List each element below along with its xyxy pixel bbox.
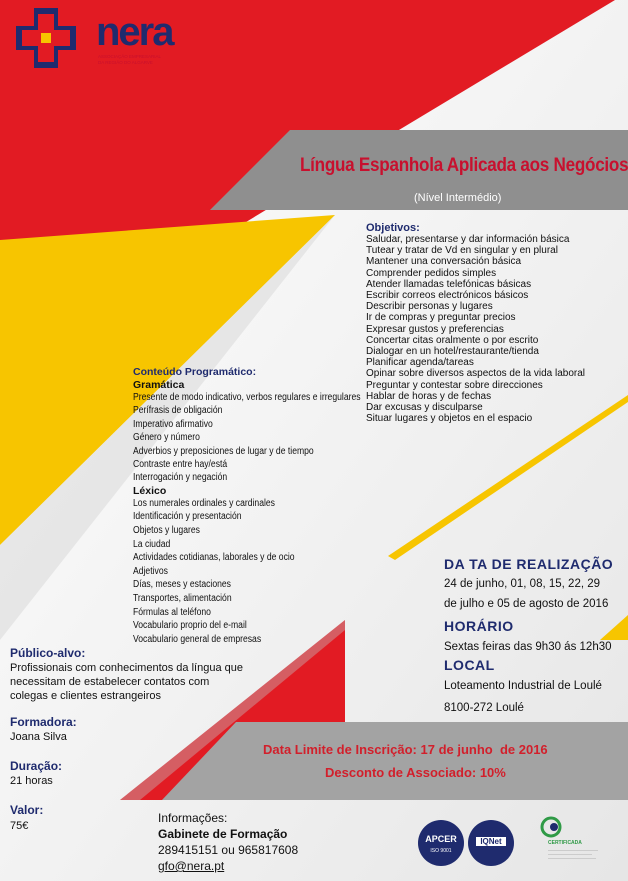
course-title: Língua Espanhola Aplicada aos Negócios <box>300 155 628 176</box>
place-line-1: Loteamento Industrial de Loulé <box>444 680 602 692</box>
objectives-heading: Objetivos: <box>366 222 420 234</box>
objectives-list <box>366 234 628 424</box>
lexicon-item: Los numerales ordinales y cardinales <box>133 497 275 509</box>
program-heading: Conteúdo Programático: <box>133 366 257 378</box>
objective-item: Comprender pedidos simples <box>366 267 497 279</box>
lexicon-item: Vocabulario proprio del e-mail <box>133 620 247 632</box>
grammar-item: Adverbios y preposiciones de lugar y de tiempo <box>133 445 314 457</box>
lexicon-heading: Léxico <box>133 484 167 497</box>
program-section <box>133 366 368 646</box>
lexicon-item: Adjetivos <box>133 565 168 577</box>
deadline-line-2: Desconto de Associado: 10% <box>325 765 506 780</box>
deadline-line-1: Data Limite de Inscrição: 17 de junho de 2016 <box>263 742 548 757</box>
objective-item: Preguntar y contestar sobre direcciones <box>366 379 543 391</box>
grammar-item: Presente de modo indicativo, verbos regulares e irregulares <box>133 392 361 403</box>
lexicon-item: Objetos y lugares <box>133 525 200 537</box>
duration-value: 21 horas <box>10 775 53 787</box>
audience-line-1: Profissionais com conhecimentos da língua que <box>10 662 243 674</box>
lexicon-item: Días, meses y estaciones <box>133 579 231 591</box>
apcer-sub: ISO 9001 <box>430 848 452 854</box>
objective-item: Saludar, presentarse y dar información básica <box>366 234 570 245</box>
objective-item: Ir de compras y preguntar precios <box>366 312 516 324</box>
objective-item: Expresar gustos y preferencias <box>366 323 504 335</box>
audience-heading: Público-alvo: <box>10 646 86 660</box>
iqnet-badge <box>468 820 514 866</box>
lexicon-item: La ciudad <box>133 538 171 550</box>
audience-line-3: colegas e clientes estrangeiros <box>10 690 162 702</box>
grammar-item: Imperativo afirmativo <box>133 418 213 430</box>
objective-item: Describir personas y lugares <box>366 301 493 313</box>
time-text: Sextas feiras das 9h30 ás 12h30 <box>444 641 612 653</box>
lexicon-item: Actividades cotidianas, laborales y de ocio <box>133 552 295 564</box>
duration-heading: Duração: <box>10 759 63 773</box>
logo-tagline-2: DA REGIÃO DO ALGARVE <box>98 60 153 65</box>
apcer-badge <box>418 820 464 866</box>
objective-item: Concertar citas oralmente o por escrito <box>366 334 539 346</box>
nera-cross-icon <box>14 6 78 70</box>
logo-name: nera <box>96 10 173 54</box>
course-level: (Nível Intermédio) <box>414 192 502 204</box>
grey-deadline-band <box>162 722 628 800</box>
contact-office: Gabinete de Formação <box>158 827 288 841</box>
lexicon-item: Fórmulas al teléfono <box>133 606 211 618</box>
grammar-item: Género y número <box>133 432 200 444</box>
contact-phones: 289415151 ou 965817608 <box>158 843 299 857</box>
apcer-label: APCER <box>425 834 457 844</box>
objective-item: Planificar agenda/tareas <box>366 357 474 369</box>
place-heading: LOCAL <box>444 657 495 673</box>
objective-item: Situar lugares y objetos en el espacio <box>366 413 533 425</box>
contact-section <box>158 810 298 874</box>
lexicon-list <box>133 497 374 647</box>
trainer-name: Joana Silva <box>10 731 67 743</box>
dgert-logo <box>538 814 614 874</box>
audience-line-2: necessitam de estabelecer contatos com <box>10 676 210 688</box>
objective-item: Dar excusas y disculparse <box>366 402 483 414</box>
logo-tagline-1: ASSOCIAÇÃO EMPRESARIAL <box>98 54 162 59</box>
trainer-heading: Formadora: <box>10 715 77 729</box>
audience-text <box>10 661 243 703</box>
nera-logo <box>14 6 204 70</box>
objective-item: Escribir correos electrónicos básicos <box>366 290 529 302</box>
lexicon-item: Transportes, alimentación <box>133 593 232 604</box>
objectives-section <box>366 222 628 424</box>
grammar-item: Interrogación y negación <box>133 472 228 484</box>
objective-item: Opinar sobre diversos aspectos de la vida laboral <box>366 368 586 380</box>
grammar-list <box>133 391 374 485</box>
objective-item: Hablar de horas y de fechas <box>366 390 492 402</box>
place-line-2: 8100-272 Loulé <box>444 702 524 714</box>
contact-email[interactable]: gfo@nera.pt <box>158 859 225 873</box>
date-heading: DA TA DE REALIZAÇÃO <box>444 556 614 572</box>
price-value: 75€ <box>10 820 29 832</box>
iqnet-label: IQNet <box>476 837 506 846</box>
objective-item: Atender llamadas telefónicas básicas <box>366 278 532 290</box>
contact-label: Informações: <box>158 811 228 825</box>
grammar-item: Contraste entre hay/está <box>133 459 228 471</box>
objective-item: Tutear y tratar de Vd en singular y en plural <box>366 245 558 257</box>
grammar-item: Perífrasis de obligación <box>133 405 223 417</box>
time-heading: HORÁRIO <box>444 618 514 634</box>
lexicon-item: Identificación y presentación <box>133 511 242 523</box>
objective-item: Mantener una conversación básica <box>366 256 522 268</box>
dgert-label: CERTIFICADA <box>548 840 582 846</box>
grammar-heading: Gramática <box>133 379 185 391</box>
dates-line-2: de julho e 05 de agosto de 2016 <box>444 598 609 610</box>
dgert-leaf-icon <box>540 816 562 838</box>
price-heading: Valor: <box>10 803 44 817</box>
dates-line-1: 24 de junho, 01, 08, 15, 22, 29 <box>444 578 601 590</box>
lexicon-item: Vocabulario general de empresas <box>133 633 262 645</box>
objective-item: Dialogar en un hotel/restaurante/tienda <box>366 346 539 358</box>
